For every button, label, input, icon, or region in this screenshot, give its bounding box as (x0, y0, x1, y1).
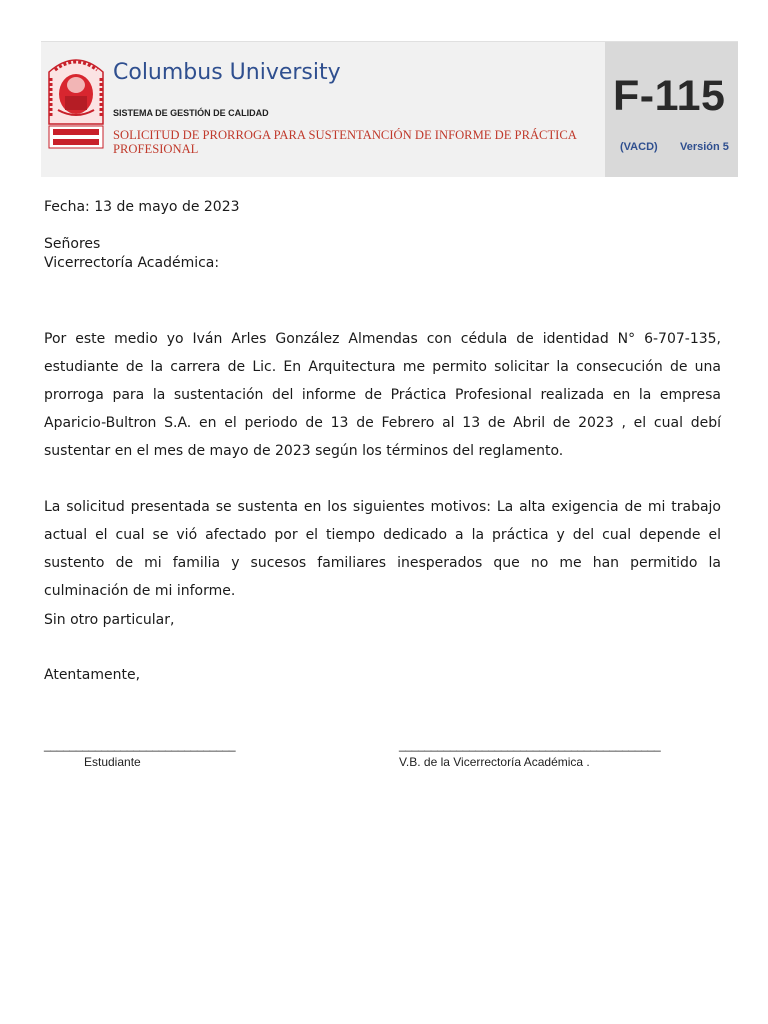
university-name: Columbus University (113, 60, 341, 85)
vb-signature-line: _________________________________________ (399, 738, 661, 752)
university-seal-logo (45, 52, 107, 150)
student-signature-line: ______________________________ (44, 738, 236, 752)
letter-date: Fecha: 13 de mayo de 2023 (44, 199, 240, 215)
request-title: SOLICITUD DE PRORROGA PARA SUSTENTANCIÓN DE INFORME DE PRÁCTICA PROFESIONAL (113, 128, 577, 156)
salutation-line-1: Señores (44, 236, 101, 252)
quality-system-label: SISTEMA DE GESTIÓN DE CALIDAD (113, 108, 269, 118)
salutation-line-2: Vicerrectoría Académica: (44, 255, 220, 271)
form-version: Versión 5 (680, 141, 729, 153)
form-code-panel (605, 42, 738, 177)
department-code: (VACD) (620, 141, 658, 153)
document-header (41, 41, 738, 177)
vb-signature-label: V.B. de la Vicerrectoría Académica . (399, 755, 590, 769)
student-signature-label: Estudiante (84, 755, 141, 769)
letter-paragraph-2: La solicitud presentada se sustenta en los siguientes motivos: La alta exigencia de mi trabajo actual el cual se vió afectado por el tiempo dedicado a la práctica y del cual depende el sustento de mi familia y sucesos familiares inesperados que no me han permitido la culminación de mi informe. (44, 499, 721, 599)
closing-line-2: Atentamente, (44, 667, 141, 683)
letter-paragraph-1: Por este medio yo Iván Arles González Almendas con cédula de identidad N° 6-707-135, estudiante de la carrera de Lic. En Arquitectura me permito solicitar la consecución de una prorroga para la sustentación del informe de Práctica Profesional realizada en la empresa Aparicio-Bultron S.A. en el periodo de 13 de Febrero al 13 de Abril de 2023 , el cual debí sustentar en el mes de mayo de 2023 según los términos del reglamento. (44, 331, 721, 459)
form-code: F-115 (613, 72, 726, 120)
closing-line-1: Sin otro particular, (44, 612, 175, 628)
